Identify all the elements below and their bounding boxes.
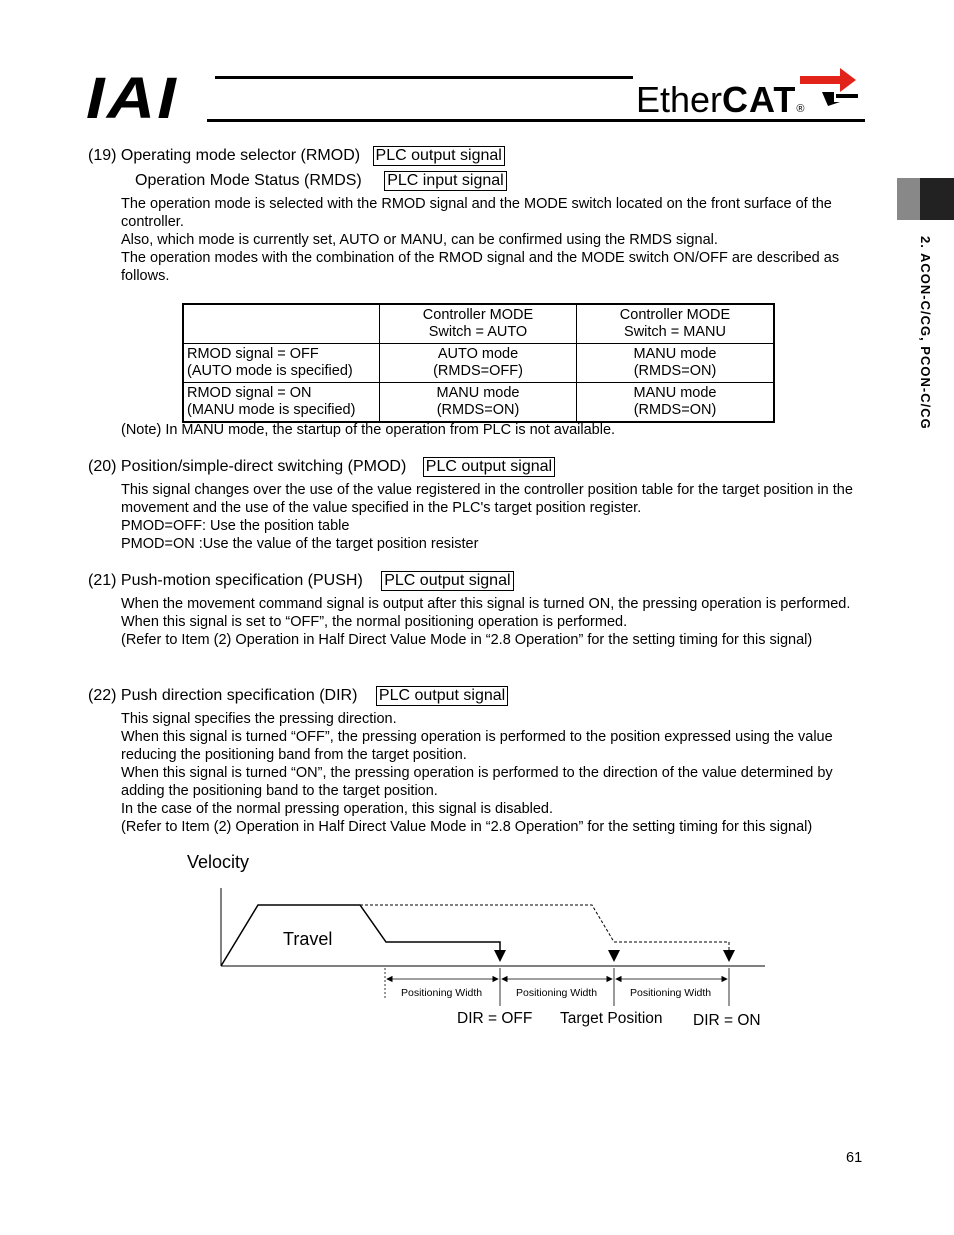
s20-line-3: PMOD=ON :Use the value of the target position resister (121, 536, 479, 552)
s20-heading-text: (20) Position/simple-direct switching (PMOD) (88, 458, 407, 475)
s20-signal-badge: PLC output signal (423, 457, 555, 477)
s21-line-1: When the movement command signal is output after this signal is turned ON, the pressing operation is performed. (121, 596, 851, 612)
dir-off-label: DIR = OFF (457, 1010, 533, 1027)
s22-line-3: When this signal is turned “ON”, the pressing operation is performed to the direction of the value determined by adding the positioning band to the target position. (121, 765, 833, 799)
pw-label-1: Positioning Width (401, 987, 483, 999)
s19-line-2: Also, which mode is currently set, AUTO or MANU, can be confirmed using the RMDS signal. (121, 232, 718, 248)
pw-label-3: Positioning Width (630, 987, 712, 999)
table-row (183, 344, 774, 383)
ethercat-arrow-bar (836, 94, 858, 98)
s19-line-1: The operation mode is selected with the RMOD signal and the MODE switch located on the front surface of the controller. (121, 196, 832, 230)
s19-signal2-badge: PLC input signal (384, 171, 507, 191)
mode-table-cell-text: RMOD signal = ON (MANU mode is specified) (187, 385, 356, 418)
s22-line-5: (Refer to Item (2) Operation in Half Direct Value Mode in “2.8 Operation” for the setting timing for this signal) (121, 819, 813, 835)
ethercat-arrow-icon (800, 66, 860, 106)
s20-heading (88, 457, 555, 477)
s20-line-1: This signal changes over the use of the value registered in the controller position table for the target position in the movement and the use of the value specified in the PLC's target position register. (121, 482, 853, 516)
s21-heading (88, 571, 514, 591)
arrowhead-dir-on (723, 950, 735, 962)
chapter-tab-label: 2. ACON-C/CG, PCON-C/CG (918, 236, 933, 430)
dir-on-label: DIR = ON (693, 1012, 761, 1029)
mode-table-cell-text: MANU mode (RMDS=ON) (436, 385, 520, 418)
mode-table-cell (380, 344, 577, 383)
ethercat-logo-reg: ® (796, 103, 805, 115)
velocity-label: Velocity (187, 852, 250, 872)
velocity-figure (0, 840, 954, 1040)
s21-line-2: When this signal is set to “OFF”, the normal positioning operation is performed. (121, 614, 628, 630)
s19-heading-text: (19) Operating mode selector (RMOD) (88, 147, 361, 164)
mode-table-cell (183, 344, 380, 383)
table-row (183, 304, 774, 344)
s21-heading-text: (21) Push-motion specification (PUSH) (88, 572, 363, 589)
iai-logo: IAI (86, 66, 179, 131)
s19-signal-badge: PLC output signal (373, 146, 505, 166)
mode-table-corner (183, 304, 380, 344)
chapter-tab-dark (920, 178, 954, 220)
target-position-label: Target Position (560, 1010, 663, 1027)
s21-signal-badge: PLC output signal (381, 571, 513, 591)
s19-heading2-text: Operation Mode Status (RMDS) (135, 172, 362, 189)
mode-table-cell-text: MANU mode (RMDS=ON) (633, 385, 717, 418)
page-number: 61 (846, 1150, 863, 1166)
s20-body (121, 481, 867, 553)
s22-body (121, 710, 867, 836)
mode-table-head-auto-text: Controller MODE Switch = AUTO (422, 307, 534, 340)
s22-heading (88, 686, 508, 706)
header-rule-upper (215, 76, 633, 79)
s22-heading-text: (22) Push direction specification (DIR) (88, 687, 358, 704)
mode-table-cell (183, 383, 380, 423)
arrowhead-dir-off (494, 950, 506, 962)
s20-line-2: PMOD=OFF: Use the position table (121, 518, 350, 534)
arrowhead-target (608, 950, 620, 962)
ethercat-logo-bold: CAT (722, 79, 797, 120)
s22-line-4: In the case of the normal pressing operation, this signal is disabled. (121, 801, 554, 817)
profile-dir-off (221, 905, 500, 966)
s21-line-3: (Refer to Item (2) Operation in Half Direct Value Mode in “2.8 Operation” for the setting timing for this signal) (121, 632, 813, 648)
chapter-tab-grey (897, 178, 920, 220)
mode-table-cell (577, 383, 775, 423)
mode-table-head-auto (380, 304, 577, 344)
s22-line-2: When this signal is turned “OFF”, the pressing operation is performed to the position expressed using the value reducing the positioning band from the target position. (121, 729, 833, 763)
mode-table-cell (577, 344, 775, 383)
s21-body (121, 595, 867, 649)
mode-table-cell-text: RMOD signal = OFF (AUTO mode is specified) (187, 346, 353, 379)
ethercat-arrow-red (800, 68, 856, 92)
s19-line-3: The operation modes with the combination of the RMOD signal and the MODE switch ON/OFF are described as follows. (121, 250, 840, 284)
s22-line-1: This signal specifies the pressing direction. (121, 711, 397, 727)
mode-table-head-manu (577, 304, 775, 344)
profile-dir-on (614, 942, 729, 952)
s19-heading (88, 146, 505, 166)
s22-signal-badge: PLC output signal (376, 686, 508, 706)
travel-label: Travel (283, 929, 333, 949)
s19-heading2 (135, 171, 507, 191)
ethercat-logo (636, 79, 805, 120)
pw-label-2: Positioning Width (516, 987, 598, 999)
table-row (183, 383, 774, 423)
mode-table (182, 303, 775, 423)
profile-target (360, 905, 614, 942)
mode-table-cell (380, 383, 577, 423)
mode-table-cell-text: AUTO mode (RMDS=OFF) (433, 346, 523, 379)
ethercat-logo-plain: Ether (636, 79, 723, 120)
mode-table-cell-text: MANU mode (RMDS=ON) (633, 346, 717, 379)
s19-note: (Note) In MANU mode, the startup of the operation from PLC is not available. (121, 422, 616, 438)
mode-table-head-manu-text: Controller MODE Switch = MANU (619, 307, 731, 340)
s19-body (121, 195, 867, 285)
